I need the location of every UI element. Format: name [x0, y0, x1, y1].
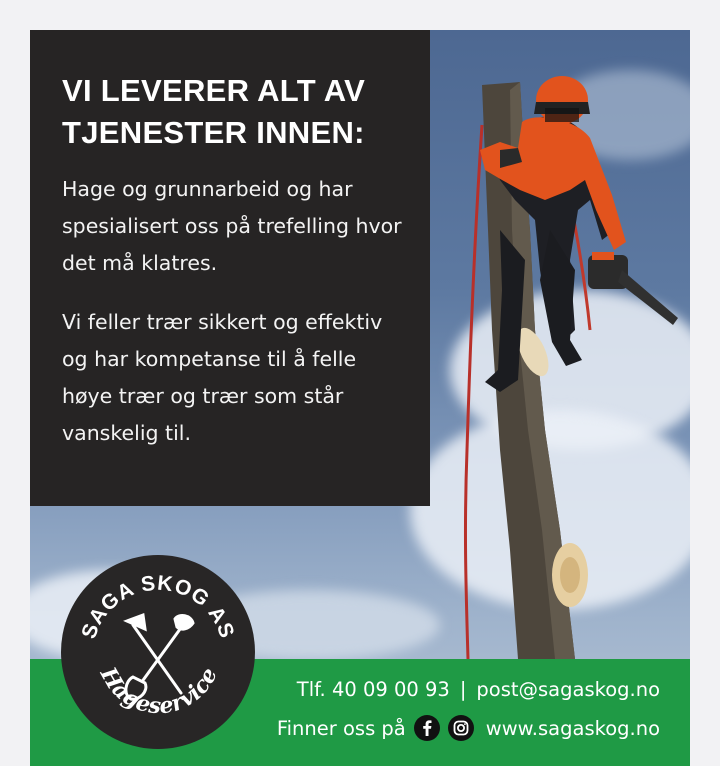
separator: | — [459, 678, 467, 701]
svg-text:SAGA SKOG AS — [77, 572, 238, 642]
website-link[interactable]: www.sagaskog.no — [485, 716, 660, 740]
instagram-icon[interactable] — [448, 715, 474, 741]
logo-tagline: Hageservice — [94, 662, 223, 720]
services-paragraph-2: Vi feller trær sikkert og effektiv og har kompetanse til å felle høye trær og trær som står vanskelig til. — [62, 310, 383, 445]
services-panel — [30, 30, 430, 506]
advertisement — [30, 30, 690, 766]
headline: VI LEVERER ALT AV TJENESTER INNEN: — [62, 73, 366, 150]
svg-text:Hageservice — [94, 662, 223, 719]
phone-number[interactable]: Tlf. 40 09 00 93 — [296, 678, 450, 701]
find-us-label: Finner oss på — [276, 716, 406, 740]
contact-line-1 — [297, 678, 660, 701]
facebook-icon[interactable] — [414, 715, 440, 741]
saga-skog-logo — [61, 555, 255, 749]
logo-name: SAGA SKOG AS — [77, 571, 239, 642]
contact-line-2 — [277, 715, 660, 741]
email-link[interactable]: post@sagaskog.no — [476, 678, 660, 701]
services-paragraph-1: Hage og grunnarbeid og har spesialisert oss på trefelling hvor det må klatres. — [62, 177, 402, 275]
